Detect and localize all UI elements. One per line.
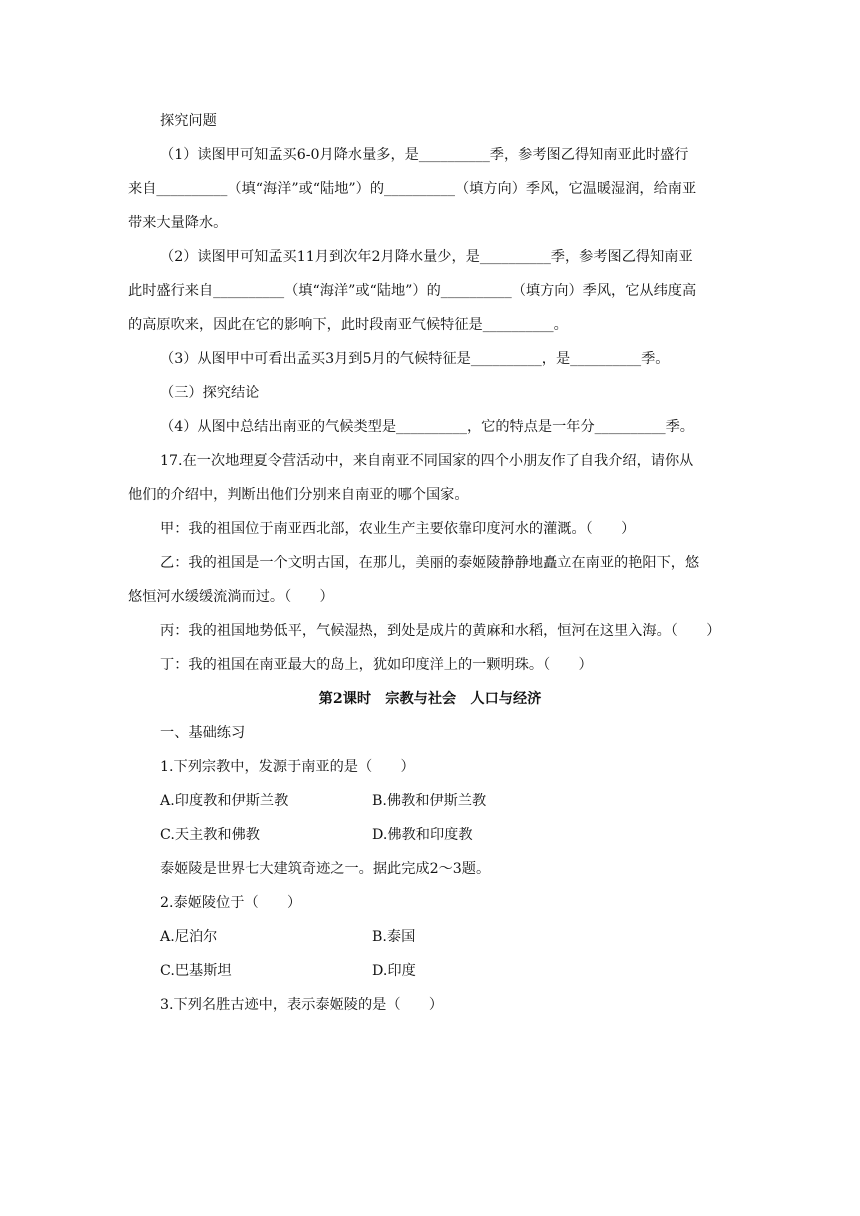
mc-q1-option-d: D.佛教和印度教	[372, 827, 473, 843]
answer-bing: 丙：我的祖国地势低平，气候湿热，到处是成片的黄麻和水稻，恒河在这里入海。（ ）	[160, 623, 721, 639]
question-4-line: （4）从图中总结出南亚的气候类型是__________，它的特点是一年分__________季。	[160, 419, 694, 435]
mc-q2-option-b: B.泰国	[372, 929, 416, 945]
question-2-line-2: 此时盛行来自__________（填“海洋”或“陆地”）的__________（填方向）季风，它从纬度高	[128, 283, 697, 299]
question-2-line-1: （2）读图甲可知孟买11月到次年2月降水量少，是__________季，参考图乙得知南亚	[160, 249, 693, 265]
mc-q2-option-a: A.尼泊尔	[160, 929, 218, 945]
mc-q1-option-b: B.佛教和伊斯兰教	[372, 793, 487, 809]
section-heading-conclusion: （三）探究结论	[160, 385, 260, 401]
answer-jia: 甲：我的祖国位于南亚西北部，农业生产主要依靠印度河水的灌溉。（ ）	[160, 521, 636, 537]
mc-q2-option-c: C.巴基斯坦	[160, 963, 232, 979]
answer-yi-line-2: 悠恒河水缓缓流淌而过。（ ）	[128, 589, 334, 605]
mc-q1-option-c: C.天主教和佛教	[160, 827, 260, 843]
section-heading-basic: 一、基础练习	[160, 725, 246, 741]
lesson-title: 第2课时 宗教与社会 人口与经济	[318, 691, 542, 707]
question-17-line-1: 17.在一次地理夏令营活动中，来自南亚不同国家的四个小朋友作了自我介绍，请你从	[160, 453, 694, 469]
question-1-line-3: 带来大量降水。	[128, 215, 228, 231]
mc-question-1: 1.下列宗教中，发源于南亚的是（ ）	[160, 759, 415, 775]
question-1-line-2: 来自__________（填“海洋”或“陆地”）的__________（填方向）季风，它温暖湿润，给南亚	[128, 181, 697, 197]
stem-taj-mahal: 泰姬陵是世界七大建筑奇迹之一。据此完成2～3题。	[160, 861, 491, 877]
mc-q1-option-a: A.印度教和伊斯兰教	[160, 793, 289, 809]
question-2-line-3: 的高原吹来，因此在它的影响下，此时段南亚气候特征是__________。	[128, 317, 568, 333]
answer-ding: 丁：我的祖国在南亚最大的岛上，犹如印度洋上的一颗明珠。（ ）	[160, 657, 593, 673]
question-1-line-1: （1）读图甲可知孟买6-0月降水量多，是__________季，参考图乙得知南亚此时盛行	[160, 147, 689, 163]
question-3-line: （3）从图甲中可看出孟买3月到5月的气候特征是__________，是__________季。	[160, 351, 670, 367]
question-17-line-2: 他们的介绍中，判断出他们分别来自南亚的哪个国家。	[128, 487, 469, 503]
mc-q2-option-d: D.印度	[372, 963, 416, 979]
section-heading-inquiry: 探究问题	[160, 113, 217, 129]
mc-question-3: 3.下列名胜古迹中，表示泰姬陵的是（ ）	[160, 997, 444, 1013]
answer-yi-line-1: 乙：我的祖国是一个文明古国，在那儿，美丽的泰姬陵静静地矗立在南亚的艳阳下，悠	[160, 555, 700, 571]
mc-question-2: 2.泰姬陵位于（ ）	[160, 895, 302, 911]
